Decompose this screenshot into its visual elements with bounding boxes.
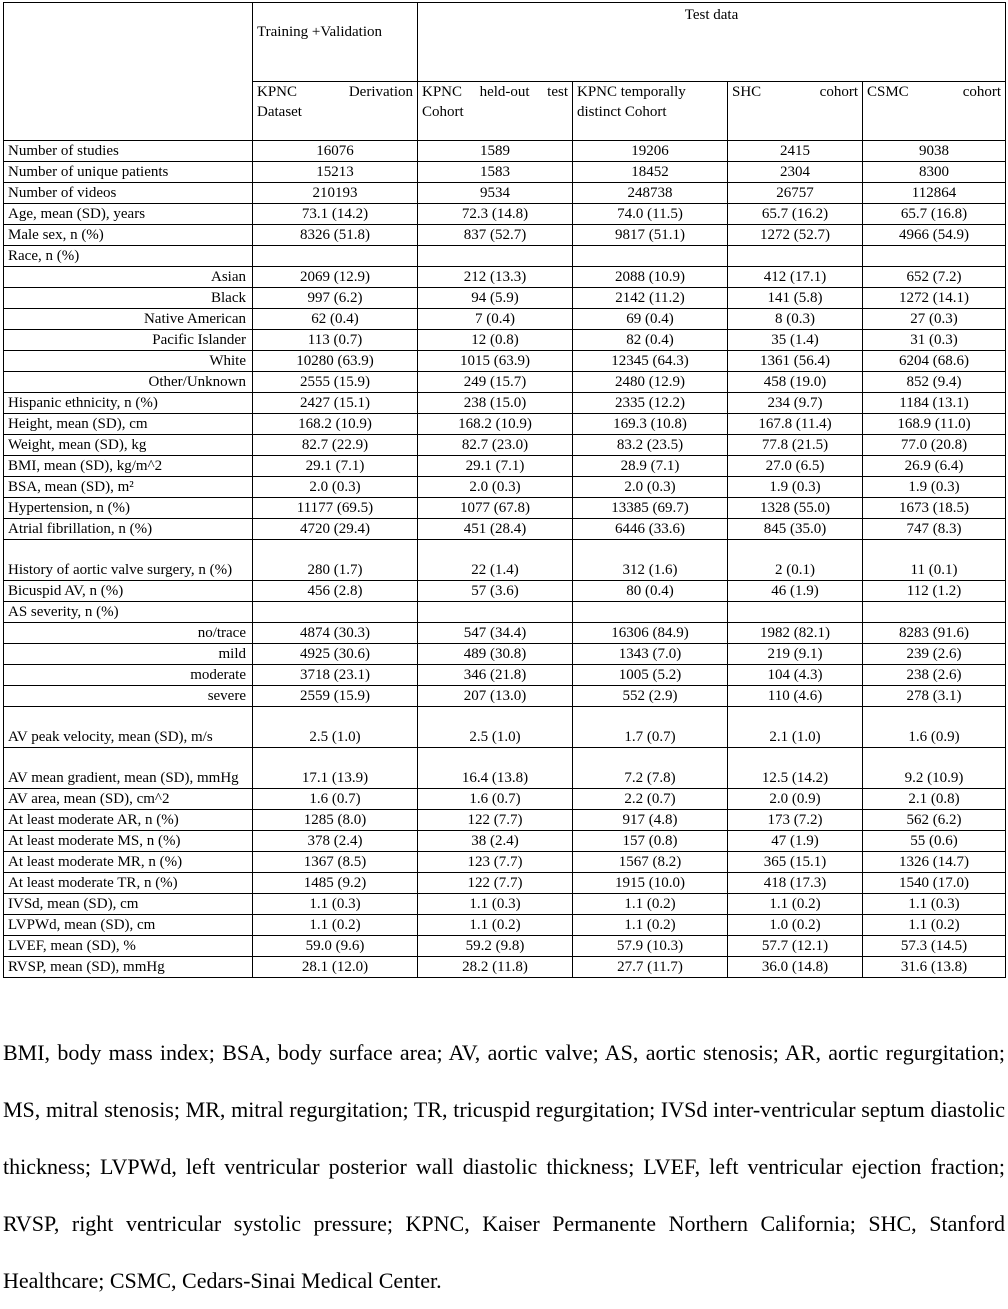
table-cell: 168.2 (10.9) — [253, 414, 418, 435]
table-cell: 36.0 (14.8) — [728, 957, 863, 978]
table-cell: 27.7 (11.7) — [573, 957, 728, 978]
table-cell: 9038 — [863, 141, 1006, 162]
table-row — [4, 873, 1006, 894]
row-label: BSA, mean (SD), m² — [4, 477, 253, 498]
table-cell: 1272 (52.7) — [728, 225, 863, 246]
table-cell: 13385 (69.7) — [573, 498, 728, 519]
table-cell: 59.0 (9.6) — [253, 936, 418, 957]
row-label: Asian — [4, 267, 253, 288]
table-cell: 2415 — [728, 141, 863, 162]
table-cell: 547 (34.4) — [418, 623, 573, 644]
table-cell: 489 (30.8) — [418, 644, 573, 665]
table-cell: 28.1 (12.0) — [253, 957, 418, 978]
table-row — [4, 246, 1006, 267]
table-cell: 55 (0.6) — [863, 831, 1006, 852]
table-row — [4, 477, 1006, 498]
table-cell: 2304 — [728, 162, 863, 183]
table-cell: 1343 (7.0) — [573, 644, 728, 665]
col-header-kpnc-temporally-distinct: KPNC temporally distinct Cohort — [573, 82, 728, 141]
table-cell: 1077 (67.8) — [418, 498, 573, 519]
table-cell: 1.1 (0.2) — [863, 915, 1006, 936]
table-cell: 65.7 (16.8) — [863, 204, 1006, 225]
table-cell: 28.2 (11.8) — [418, 957, 573, 978]
table-row — [4, 288, 1006, 309]
table-row — [4, 456, 1006, 477]
table-cell: 346 (21.8) — [418, 665, 573, 686]
table-cell: 7 (0.4) — [418, 309, 573, 330]
table-cell: 2559 (15.9) — [253, 686, 418, 707]
table-cell: 74.0 (11.5) — [573, 204, 728, 225]
table-cell: 249 (15.7) — [418, 372, 573, 393]
table-cell: 2.5 (1.0) — [418, 707, 573, 748]
table-cell: 312 (1.6) — [573, 540, 728, 581]
table-cell: 122 (7.7) — [418, 810, 573, 831]
table-row — [4, 162, 1006, 183]
row-label: IVSd, mean (SD), cm — [4, 894, 253, 915]
row-label: Age, mean (SD), years — [4, 204, 253, 225]
table-cell — [573, 246, 728, 267]
table-cell: 77.8 (21.5) — [728, 435, 863, 456]
table-cell: 10280 (63.9) — [253, 351, 418, 372]
row-label: Height, mean (SD), cm — [4, 414, 253, 435]
table-cell: 8283 (91.6) — [863, 623, 1006, 644]
table-cell: 26.9 (6.4) — [863, 456, 1006, 477]
table-cell: 3718 (23.1) — [253, 665, 418, 686]
table-cell: 112864 — [863, 183, 1006, 204]
table-cell: 1.1 (0.2) — [573, 915, 728, 936]
training-validation-header: Training +Validation — [253, 3, 418, 82]
row-label: Race, n (%) — [4, 246, 253, 267]
row-label: Weight, mean (SD), kg — [4, 435, 253, 456]
table-cell: 2142 (11.2) — [573, 288, 728, 309]
corner-cell — [4, 3, 253, 141]
table-cell: 72.3 (14.8) — [418, 204, 573, 225]
table-row — [4, 183, 1006, 204]
row-label: LVPWd, mean (SD), cm — [4, 915, 253, 936]
table-row — [4, 267, 1006, 288]
table-cell: 238 (15.0) — [418, 393, 573, 414]
row-label: Number of unique patients — [4, 162, 253, 183]
table-cell: 123 (7.7) — [418, 852, 573, 873]
table-cell: 94 (5.9) — [418, 288, 573, 309]
table-cell: 82.7 (23.0) — [418, 435, 573, 456]
table-cell: 104 (4.3) — [728, 665, 863, 686]
table-cell: 278 (3.1) — [863, 686, 1006, 707]
table-cell: 1673 (18.5) — [863, 498, 1006, 519]
table-cell: 57 (3.6) — [418, 581, 573, 602]
table-cell: 38 (2.4) — [418, 831, 573, 852]
table-row — [4, 225, 1006, 246]
table-cell: 1583 — [418, 162, 573, 183]
table-cell — [418, 246, 573, 267]
table-cell: 110 (4.6) — [728, 686, 863, 707]
table-cell: 80 (0.4) — [573, 581, 728, 602]
table-cell: 15213 — [253, 162, 418, 183]
table-cell: 2069 (12.9) — [253, 267, 418, 288]
table-cell — [253, 602, 418, 623]
table-cell: 412 (17.1) — [728, 267, 863, 288]
table-cell: 4966 (54.9) — [863, 225, 1006, 246]
table-row — [4, 686, 1006, 707]
row-label: History of aortic valve surgery, n (%) — [4, 540, 253, 581]
table-cell: 77.0 (20.8) — [863, 435, 1006, 456]
table-cell: 157 (0.8) — [573, 831, 728, 852]
table-cell: 35 (1.4) — [728, 330, 863, 351]
table-cell: 1.9 (0.3) — [728, 477, 863, 498]
table-footnote: BMI, body mass index; BSA, body surface area; AV, aortic valve; AS, aortic stenosis; AR, aortic regurgitation; MS, mitral stenosis; MR, mitral regurgitation; TR, tricuspid regurgitation; IVSd inter-ventricular septum diastolic thickness; LVPWd, left ventricular posterior wall diastolic thickness; LVEF, left ventricular ejection fraction; RVSP, right ventricular systolic pressure; KPNC, Kaiser Permanente Northern California; SHC, Stanford Healthcare; CSMC, Cedars-Sinai Medical Center. — [3, 1040, 1005, 1293]
table-cell: 167.8 (11.4) — [728, 414, 863, 435]
row-label: mild — [4, 644, 253, 665]
table-cell: 11177 (69.5) — [253, 498, 418, 519]
table-row — [4, 852, 1006, 873]
row-label: Hispanic ethnicity, n (%) — [4, 393, 253, 414]
row-label: White — [4, 351, 253, 372]
table-cell: 2 (0.1) — [728, 540, 863, 581]
table-row — [4, 498, 1006, 519]
table-cell: 1.1 (0.2) — [418, 915, 573, 936]
table-cell: 2.1 (0.8) — [863, 789, 1006, 810]
table-cell: 16076 — [253, 141, 418, 162]
row-label: RVSP, mean (SD), mmHg — [4, 957, 253, 978]
table-cell: 652 (7.2) — [863, 267, 1006, 288]
cohort-characteristics-table — [3, 2, 1006, 978]
table-cell: 238 (2.6) — [863, 665, 1006, 686]
table-cell: 113 (0.7) — [253, 330, 418, 351]
row-label: AV peak velocity, mean (SD), m/s — [4, 707, 253, 748]
table-row — [4, 435, 1006, 456]
table-row — [4, 810, 1006, 831]
table-row — [4, 393, 1006, 414]
table-row — [4, 665, 1006, 686]
table-cell: 1.1 (0.3) — [253, 894, 418, 915]
table-row — [4, 204, 1006, 225]
table-row — [4, 414, 1006, 435]
table-cell: 69 (0.4) — [573, 309, 728, 330]
table-cell: 2.0 (0.3) — [253, 477, 418, 498]
table-cell: 18452 — [573, 162, 728, 183]
table-cell: 418 (17.3) — [728, 873, 863, 894]
table-cell: 1328 (55.0) — [728, 498, 863, 519]
table-cell: 458 (19.0) — [728, 372, 863, 393]
table-cell: 1589 — [418, 141, 573, 162]
table-cell: 2.5 (1.0) — [253, 707, 418, 748]
table-cell: 1982 (82.1) — [728, 623, 863, 644]
table-cell: 1.6 (0.7) — [253, 789, 418, 810]
table-cell: 12345 (64.3) — [573, 351, 728, 372]
table-cell: 2088 (10.9) — [573, 267, 728, 288]
row-label: At least moderate AR, n (%) — [4, 810, 253, 831]
table-cell: 1.1 (0.2) — [573, 894, 728, 915]
table-cell: 57.7 (12.1) — [728, 936, 863, 957]
row-label: Other/Unknown — [4, 372, 253, 393]
row-label: AV mean gradient, mean (SD), mmHg — [4, 748, 253, 789]
row-label: Black — [4, 288, 253, 309]
table-cell: 280 (1.7) — [253, 540, 418, 581]
table-cell: 917 (4.8) — [573, 810, 728, 831]
table-cell: 1.9 (0.3) — [863, 477, 1006, 498]
row-label: Hypertension, n (%) — [4, 498, 253, 519]
table-cell: 12 (0.8) — [418, 330, 573, 351]
table-cell: 997 (6.2) — [253, 288, 418, 309]
table-cell: 12.5 (14.2) — [728, 748, 863, 789]
table-cell: 1.0 (0.2) — [728, 915, 863, 936]
table-cell: 562 (6.2) — [863, 810, 1006, 831]
table-row — [4, 623, 1006, 644]
table-cell: 845 (35.0) — [728, 519, 863, 540]
table-cell: 6446 (33.6) — [573, 519, 728, 540]
table-cell: 1184 (13.1) — [863, 393, 1006, 414]
table-row — [4, 581, 1006, 602]
table-cell: 73.1 (14.2) — [253, 204, 418, 225]
table-cell: 83.2 (23.5) — [573, 435, 728, 456]
table-cell: 16306 (84.9) — [573, 623, 728, 644]
table-cell — [418, 602, 573, 623]
table-cell: 29.1 (7.1) — [418, 456, 573, 477]
table-cell: 1540 (17.0) — [863, 873, 1006, 894]
table-cell: 234 (9.7) — [728, 393, 863, 414]
table-row — [4, 707, 1006, 748]
table-cell: 16.4 (13.8) — [418, 748, 573, 789]
table-cell: 9534 — [418, 183, 573, 204]
table-row — [4, 915, 1006, 936]
table-cell: 1326 (14.7) — [863, 852, 1006, 873]
table-row — [4, 894, 1006, 915]
table-cell: 28.9 (7.1) — [573, 456, 728, 477]
table-cell: 2480 (12.9) — [573, 372, 728, 393]
table-row — [4, 644, 1006, 665]
table-cell: 173 (7.2) — [728, 810, 863, 831]
table-cell: 7.2 (7.8) — [573, 748, 728, 789]
col-header-kpnc-held-out: KPNC held-out test Cohort — [418, 82, 573, 141]
table-cell: 378 (2.4) — [253, 831, 418, 852]
table-cell: 11 (0.1) — [863, 540, 1006, 581]
table-cell: 1915 (10.0) — [573, 873, 728, 894]
table-cell: 456 (2.8) — [253, 581, 418, 602]
table-cell: 1272 (14.1) — [863, 288, 1006, 309]
test-data-header: Test data — [418, 3, 1006, 82]
table-cell: 19206 — [573, 141, 728, 162]
table-cell: 9817 (51.1) — [573, 225, 728, 246]
group-header-row — [4, 3, 1006, 82]
table-cell: 219 (9.1) — [728, 644, 863, 665]
document-body — [3, 2, 1005, 978]
table-cell: 22 (1.4) — [418, 540, 573, 581]
table-cell: 47 (1.9) — [728, 831, 863, 852]
table-row — [4, 540, 1006, 581]
table-row — [4, 831, 1006, 852]
table-cell: 27.0 (6.5) — [728, 456, 863, 477]
table-cell: 31.6 (13.8) — [863, 957, 1006, 978]
table-cell: 365 (15.1) — [728, 852, 863, 873]
table-cell: 2.2 (0.7) — [573, 789, 728, 810]
table-cell: 8300 — [863, 162, 1006, 183]
table-cell: 1.6 (0.9) — [863, 707, 1006, 748]
table-cell: 62 (0.4) — [253, 309, 418, 330]
table-cell: 1485 (9.2) — [253, 873, 418, 894]
table-cell: 1.6 (0.7) — [418, 789, 573, 810]
table-cell: 29.1 (7.1) — [253, 456, 418, 477]
table-cell: 122 (7.7) — [418, 873, 573, 894]
table-cell: 1.1 (0.2) — [253, 915, 418, 936]
row-label: LVEF, mean (SD), % — [4, 936, 253, 957]
table-cell: 212 (13.3) — [418, 267, 573, 288]
table-cell: 2.1 (1.0) — [728, 707, 863, 748]
table-cell: 552 (2.9) — [573, 686, 728, 707]
table-cell: 1.7 (0.7) — [573, 707, 728, 748]
row-label: Number of studies — [4, 141, 253, 162]
table-cell: 82 (0.4) — [573, 330, 728, 351]
table-cell: 2555 (15.9) — [253, 372, 418, 393]
table-cell — [253, 246, 418, 267]
table-cell: 59.2 (9.8) — [418, 936, 573, 957]
table-cell: 1005 (5.2) — [573, 665, 728, 686]
col-header-shc: SHC cohort — [728, 82, 863, 141]
row-label: At least moderate MS, n (%) — [4, 831, 253, 852]
table-cell: 27 (0.3) — [863, 309, 1006, 330]
table-row — [4, 141, 1006, 162]
table-cell: 1015 (63.9) — [418, 351, 573, 372]
col-header-csmc: CSMC cohort — [863, 82, 1006, 141]
table-cell: 26757 — [728, 183, 863, 204]
table-cell: 17.1 (13.9) — [253, 748, 418, 789]
table-cell — [573, 602, 728, 623]
table-cell: 57.9 (10.3) — [573, 936, 728, 957]
table-row — [4, 789, 1006, 810]
table-cell: 2.0 (0.9) — [728, 789, 863, 810]
table-cell: 1367 (8.5) — [253, 852, 418, 873]
table-cell: 46 (1.9) — [728, 581, 863, 602]
table-cell: 1285 (8.0) — [253, 810, 418, 831]
table-cell: 6204 (68.6) — [863, 351, 1006, 372]
table-cell: 248738 — [573, 183, 728, 204]
table-cell: 65.7 (16.2) — [728, 204, 863, 225]
table-cell — [728, 602, 863, 623]
col-header-kpnc-derivation: KPNC Derivation Dataset — [253, 82, 418, 141]
row-label: BMI, mean (SD), kg/m^2 — [4, 456, 253, 477]
table-cell: 1567 (8.2) — [573, 852, 728, 873]
table-cell: 4874 (30.3) — [253, 623, 418, 644]
row-label: Bicuspid AV, n (%) — [4, 581, 253, 602]
row-label: no/trace — [4, 623, 253, 644]
row-label: severe — [4, 686, 253, 707]
table-cell: 2335 (12.2) — [573, 393, 728, 414]
table-cell — [863, 246, 1006, 267]
row-label: Pacific Islander — [4, 330, 253, 351]
table-cell: 1.1 (0.3) — [418, 894, 573, 915]
row-label: At least moderate TR, n (%) — [4, 873, 253, 894]
table-row — [4, 351, 1006, 372]
row-label: Atrial fibrillation, n (%) — [4, 519, 253, 540]
table-cell: 168.2 (10.9) — [418, 414, 573, 435]
table-cell: 837 (52.7) — [418, 225, 573, 246]
table-cell: 82.7 (22.9) — [253, 435, 418, 456]
table-row — [4, 309, 1006, 330]
table-body — [4, 3, 1006, 978]
table-cell: 4720 (29.4) — [253, 519, 418, 540]
row-label: moderate — [4, 665, 253, 686]
table-cell: 1.1 (0.2) — [728, 894, 863, 915]
table-cell: 4925 (30.6) — [253, 644, 418, 665]
table-cell: 747 (8.3) — [863, 519, 1006, 540]
table-cell: 112 (1.2) — [863, 581, 1006, 602]
row-label: AV area, mean (SD), cm^2 — [4, 789, 253, 810]
row-label: Number of videos — [4, 183, 253, 204]
table-row — [4, 957, 1006, 978]
row-label: AS severity, n (%) — [4, 602, 253, 623]
row-label: Native American — [4, 309, 253, 330]
table-cell: 207 (13.0) — [418, 686, 573, 707]
table-cell: 451 (28.4) — [418, 519, 573, 540]
table-cell: 239 (2.6) — [863, 644, 1006, 665]
table-cell: 141 (5.8) — [728, 288, 863, 309]
table-cell: 8 (0.3) — [728, 309, 863, 330]
table-cell: 9.2 (10.9) — [863, 748, 1006, 789]
table-row — [4, 936, 1006, 957]
table-cell: 168.9 (11.0) — [863, 414, 1006, 435]
table-cell: 2.0 (0.3) — [418, 477, 573, 498]
table-row — [4, 519, 1006, 540]
table-cell: 1.1 (0.3) — [863, 894, 1006, 915]
table-cell: 57.3 (14.5) — [863, 936, 1006, 957]
table-cell: 2.0 (0.3) — [573, 477, 728, 498]
table-row — [4, 602, 1006, 623]
table-row — [4, 330, 1006, 351]
row-label: At least moderate MR, n (%) — [4, 852, 253, 873]
table-row — [4, 748, 1006, 789]
table-cell: 31 (0.3) — [863, 330, 1006, 351]
table-cell: 210193 — [253, 183, 418, 204]
table-cell: 8326 (51.8) — [253, 225, 418, 246]
table-cell: 2427 (15.1) — [253, 393, 418, 414]
table-cell: 169.3 (10.8) — [573, 414, 728, 435]
table-row — [4, 372, 1006, 393]
table-cell — [728, 246, 863, 267]
table-cell — [863, 602, 1006, 623]
table-cell: 852 (9.4) — [863, 372, 1006, 393]
table-cell: 1361 (56.4) — [728, 351, 863, 372]
row-label: Male sex, n (%) — [4, 225, 253, 246]
